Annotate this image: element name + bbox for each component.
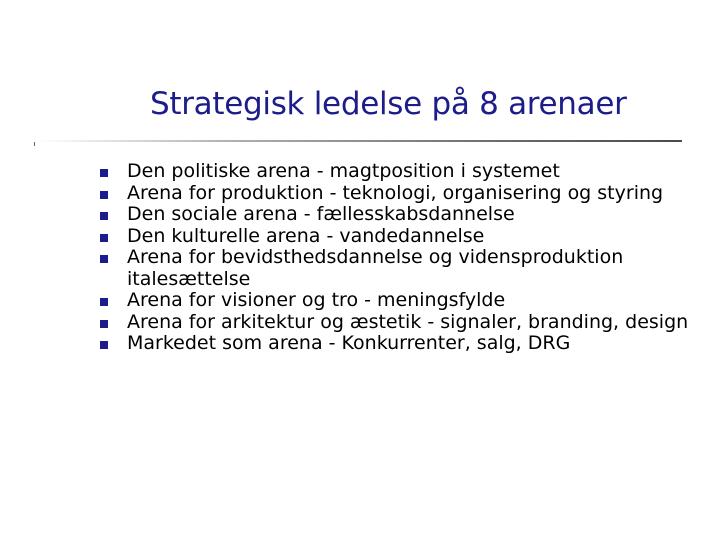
bullet-item: [97, 333, 697, 355]
slide-title: Strategisk ledelse på 8 arenaer: [150, 86, 627, 122]
square-bullet-icon: [100, 320, 108, 328]
divider-tick: [34, 142, 35, 146]
bullet-text: Arena for arkitektur og æstetik - signaler, branding, design: [127, 310, 689, 333]
bullet-text: Den politiske arena - magtposition i systemet: [127, 160, 560, 182]
square-bullet-icon: [100, 234, 108, 242]
square-bullet-icon: [100, 255, 108, 263]
bullet-text: Markedet som arena - Konkurrenter, salg, DRG: [127, 332, 571, 354]
bullet-item: [97, 290, 697, 312]
square-bullet-icon: [100, 298, 108, 306]
bullet-item: [97, 312, 697, 334]
bullet-text: Den kulturelle arena - vandedannelse: [127, 224, 485, 247]
bullet-item: [97, 161, 697, 183]
square-bullet-icon: [100, 212, 108, 220]
title-divider: [38, 140, 682, 142]
square-bullet-icon: [100, 341, 108, 349]
bullet-item: [97, 183, 697, 205]
bullet-list: [97, 161, 697, 355]
square-bullet-icon: [100, 191, 108, 199]
bullet-text: Arena for visioner og tro - meningsfylde: [127, 289, 506, 311]
bullet-text: Arena for produktion - teknologi, organisering og styring: [127, 181, 664, 204]
bullet-item: [97, 226, 697, 248]
bullet-item: [97, 247, 697, 290]
bullet-text: Arena for bevidsthedsdannelse og vidensproduktion italesættelse: [127, 246, 624, 290]
square-bullet-icon: [100, 169, 108, 177]
bullet-item: [97, 204, 697, 226]
bullet-text: Den sociale arena - fællesskabsdannelse: [127, 203, 515, 225]
